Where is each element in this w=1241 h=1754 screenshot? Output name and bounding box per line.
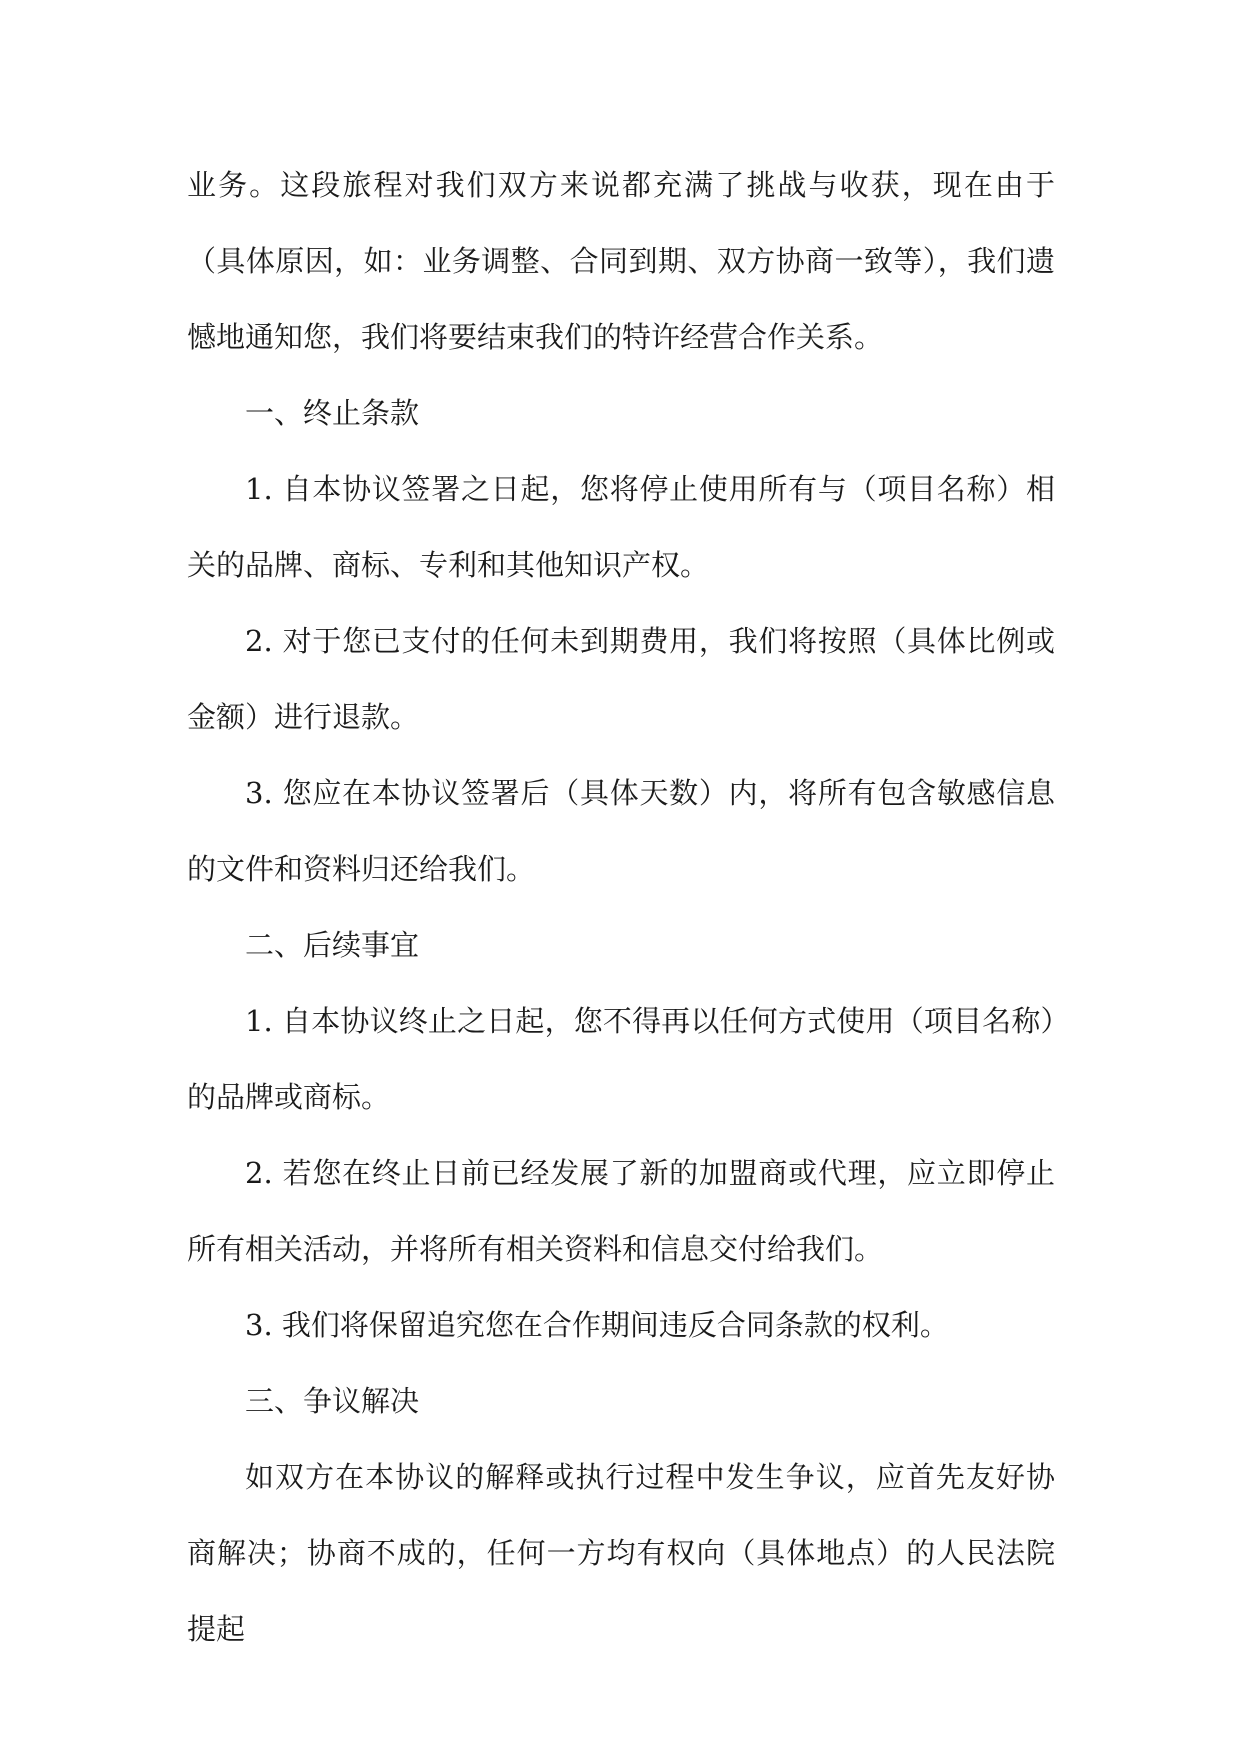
paragraph-intro-continuation: 业务。这段旅程对我们双方来说都充满了挑战与收获，现在由于（具体原因，如：业务调整、合同到期、双方协商一致等），我们遗憾地通知您，我们将要结束我们的特许经营合作关系。 xyxy=(187,168,1055,354)
section-heading-dispute: 三、争议解决 xyxy=(245,1384,420,1418)
document-body xyxy=(187,147,1055,1667)
termination-clause-1: 1. 自本协议签署之日起，您将停止使用所有与（项目名称）相关的品牌、商标、专利和其他知识产权。 xyxy=(187,472,1055,582)
termination-clause-3: 3. 您应在本协议签署后（具体天数）内，将所有包含敏感信息的文件和资料归还给我们。 xyxy=(187,776,1055,886)
follow-up-clause-3: 3. 我们将保留追究您在合作期间违反合同条款的权利。 xyxy=(245,1308,949,1342)
dispute-resolution-paragraph: 如双方在本协议的解释或执行过程中发生争议，应首先友好协商解决；协商不成的，任何一方均有权向（具体地点）的人民法院提起 xyxy=(187,1460,1055,1646)
follow-up-clause-2: 2. 若您在终止日前已经发展了新的加盟商或代理，应立即停止所有相关活动，并将所有相关资料和信息交付给我们。 xyxy=(187,1156,1055,1266)
section-heading-follow-up: 二、后续事宜 xyxy=(245,928,420,962)
termination-clause-2: 2. 对于您已支付的任何未到期费用，我们将按照（具体比例或金额）进行退款。 xyxy=(187,624,1055,734)
section-heading-termination: 一、终止条款 xyxy=(245,396,420,430)
follow-up-clause-1: 1. 自本协议终止之日起，您不得再以任何方式使用（项目名称）的品牌或商标。 xyxy=(187,1004,1055,1114)
